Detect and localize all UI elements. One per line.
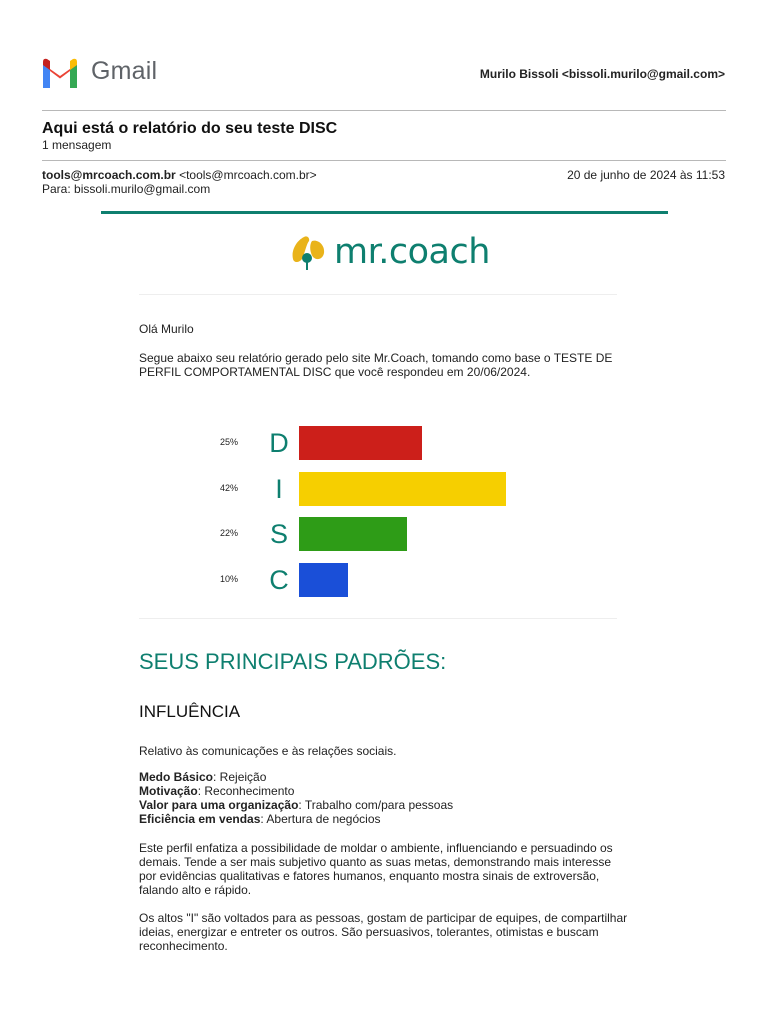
attribute-sales: Eficiência em vendas: Abertura de negócios [139,812,381,826]
chart-divider [139,618,617,619]
disc-bar-c [299,563,348,597]
subject-divider [42,160,726,161]
logo-divider [139,294,617,295]
greeting: Olá Murilo [139,322,194,336]
disc-row-c [205,563,535,597]
profile-paragraph-2: Os altos "I" são voltados para as pessoas, gostam de participar de equipes, de compartilhar ideias, energizar e entreter os outros. São persuasivos, tolerantes, otimistas e buscam reconhecimento. [139,911,628,953]
profile-paragraph-1: Este perfil enfatiza a possibilidade de moldar o ambiente, influenciando e persuadindo os demais. Tende a ser mais subjetivo quanto as suas metas, demonstrando mais interesse por evidências qualitativas e fatores humanos, enquanto mostra sinais de extroversão, falando alto e rápido. [139,841,613,897]
attribute-list [139,770,639,826]
attribute-org-value: Valor para uma organização: Trabalho com/para pessoas [139,798,454,812]
gmail-logo-icon [40,58,80,88]
email-subject: Aqui está o relatório do seu teste DISC [42,120,338,137]
sender-email: tools@mrcoach.com.br [42,168,176,182]
disc-row-i [205,472,535,506]
brand-name: mr.coach [334,231,490,272]
mrcoach-logo-icon [290,233,330,271]
disc-bar-i [299,472,506,506]
disc-category-label-c: C [269,565,289,595]
profile-relates: Relativo às comunicações e às relações sociais. [139,744,397,758]
disc-category-label-s: S [269,519,288,549]
disc-category-label-i: I [275,474,283,504]
gmail-wordmark: Gmail [91,57,158,85]
disc-bar-d [299,426,422,460]
disc-value-label-c: 10% [220,574,239,584]
disc-row-s [205,517,535,551]
recipient-line: Para: bissoli.murilo@gmail.com [42,182,211,196]
account-email: Murilo Bissoli <bissoli.murilo@gmail.com> [479,67,725,81]
message-date: 20 de junho de 2024 às 11:53 [567,168,725,182]
sender-address: <tools@mrcoach.com.br> [179,168,317,182]
brand-top-bar [101,211,668,214]
sender-line [42,168,317,182]
disc-value-label-s: 22% [220,528,239,538]
disc-value-label-i: 42% [220,483,239,493]
profile-title: INFLUÊNCIA [139,702,241,721]
patterns-heading: SEUS PRINCIPAIS PADRÕES: [139,649,447,674]
attribute-motivation: Motivação: Reconhecimento [139,784,295,798]
disc-value-label-d: 25% [220,437,239,447]
mrcoach-logo [290,232,490,272]
message-count: 1 mensagem [42,138,112,152]
intro-text: Segue abaixo seu relatório gerado pelo site Mr.Coach, tomando como base o TESTE DE PERFIL COMPORTAMENTAL DISC que você respondeu em 20/06/2024. [139,351,613,379]
disc-category-label-d: D [269,428,289,458]
attribute-basic-fear: Medo Básico: Rejeição [139,770,267,784]
disc-row-d [205,426,535,460]
disc-bar-s [299,517,407,551]
header-divider [42,110,726,111]
